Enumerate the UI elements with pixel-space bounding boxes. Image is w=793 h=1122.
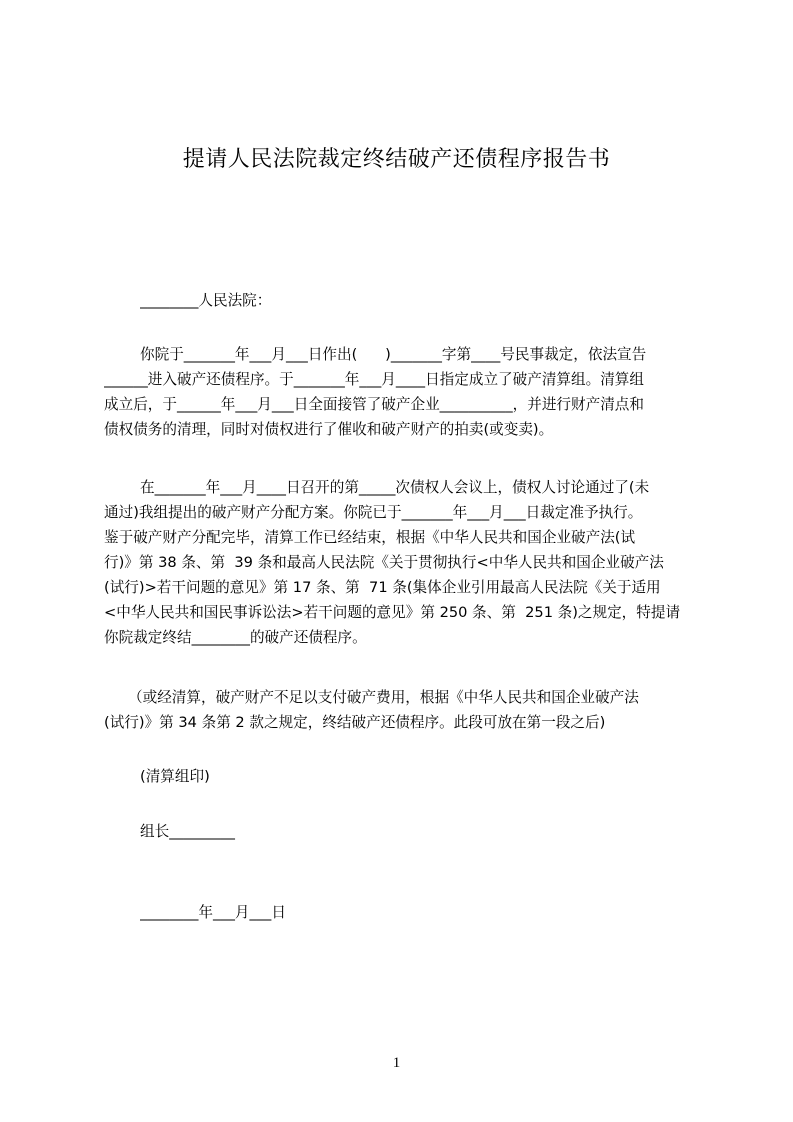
paragraph-2-line: 你院裁定终结________的破产还债程序。 [104,629,367,646]
paragraph-2-line: 鉴于破产财产分配完毕，清算工作已经结束，根据《中华人民共和国企业破产法(试 [104,529,636,546]
paragraph-2-line: 在_______年___月____日召开的第_____次债权人会议上，债权人讨论通过了(未 [140,479,650,496]
paragraph-3-line: （或经清算，破产财产不足以支付破产费用，根据《中华人民共和国企业破产法 [128,689,639,706]
paragraph-1-line: 债权债务的清理，同时对债权进行了催收和破产财产的拍卖(或变卖)。 [104,421,554,438]
leader-signature: 组长_________ [140,823,235,840]
document-title: 提请人民法院裁定终结破产还债程序报告书 [182,147,611,172]
addressee: ________人民法院： [140,292,272,309]
date-line: ________年___月___日 [140,904,286,921]
paragraph-2-line: 通过)我组提出的破产财产分配方案。你院已于_______年___月___日裁定准予执行。 [104,504,643,521]
paragraph-2-line: <中华人民共和国民事诉讼法>若干问题的意见》第 250 条、第 251 条)之规定，特提请 [104,604,681,621]
paragraph-2-line: (试行)>若干问题的意见》第 17 条、第 71 条(集体企业引用最高人民法院《关于适用 [104,579,661,596]
paragraph-1-line: ______进入破产还债程序。于_______年___月____日指定成立了破产清算组。清算组 [104,371,644,388]
seal-note: (清算组印) [140,768,210,785]
page-number: 1 [392,1055,401,1071]
paragraph-3-line: (试行)》第 34 条第 2 款之规定，终结破产还债程序。此段可放在第一段之后) [104,714,606,731]
paragraph-1-line: 成立后，于______年___月___日全面接管了破产企业__________，并进行财产清点和 [104,396,644,413]
paragraph-2-line: 行)》第 38 条、第 39 条和最高人民法院《关于贯彻执行<中华人民共和国企业破产法 [104,554,664,571]
paragraph-1-line: 你院于_______年___月___日作出( )_______字第____号民事裁定，依法宣告 [140,346,647,363]
